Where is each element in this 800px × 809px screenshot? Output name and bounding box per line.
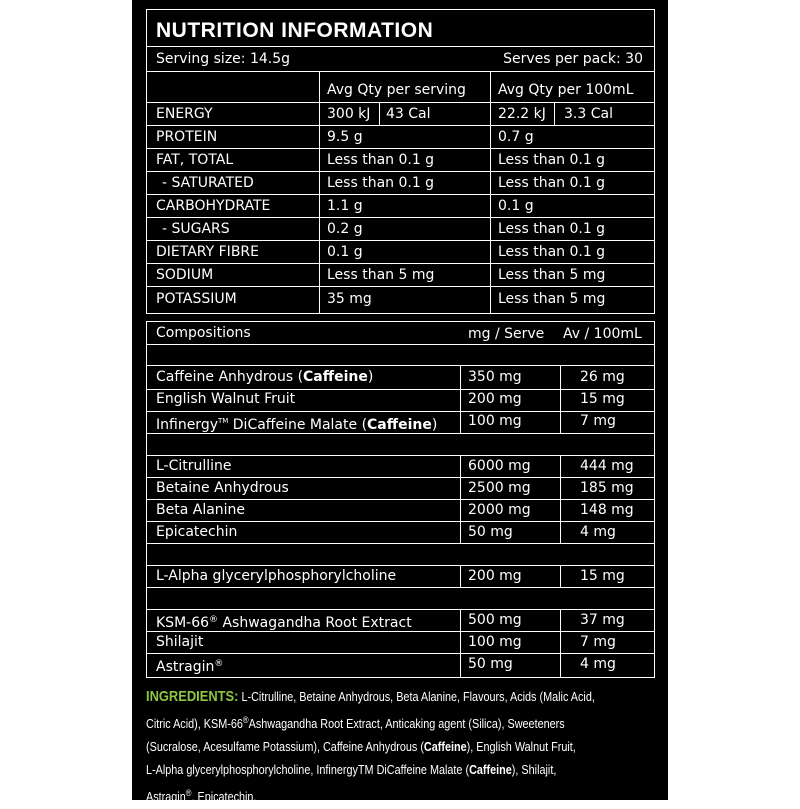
registered-mark: ® bbox=[185, 788, 192, 798]
divider bbox=[146, 217, 655, 218]
ingredient-name: Caffeine Anhydrous (Caffeine) bbox=[156, 369, 374, 385]
column-header-mg-serve: mg / Serve bbox=[468, 326, 545, 342]
ingredients-paragraph bbox=[146, 685, 595, 809]
ingredient-name: L-Citrulline bbox=[156, 458, 232, 474]
serving-size: Serving size: 14.5g bbox=[156, 51, 291, 67]
nutrient-serving: 35 mg bbox=[327, 291, 372, 307]
ingredient-name: L-Alpha glycerylphosphorylcholine bbox=[156, 568, 397, 584]
divider bbox=[146, 389, 655, 390]
nutrient-name: - SATURATED bbox=[162, 175, 254, 191]
divider bbox=[460, 609, 461, 678]
registered-mark: ® bbox=[214, 659, 224, 669]
nutrient-name: POTASSIUM bbox=[156, 291, 237, 307]
ingredient-name: English Walnut Fruit bbox=[156, 391, 296, 407]
nutrient-name: FAT, TOTAL bbox=[156, 152, 234, 168]
energy-serving-cal: 43 Cal bbox=[386, 106, 431, 122]
divider bbox=[146, 499, 655, 500]
ingredient-av-100ml: 7 mg bbox=[580, 634, 616, 650]
ingredient-name: Betaine Anhydrous bbox=[156, 480, 289, 496]
divider bbox=[560, 455, 561, 543]
nutrient-serving: Less than 5 mg bbox=[327, 267, 435, 283]
nutrient-serving: 9.5 g bbox=[327, 129, 363, 145]
nutrient-name: - SUGARS bbox=[162, 221, 230, 237]
ingredient-name: KSM-66® Ashwagandha Root Extract bbox=[156, 615, 412, 631]
ingredient-mg-serve: 500 mg bbox=[468, 612, 522, 628]
divider bbox=[490, 71, 491, 314]
serves-per-pack: Serves per pack: 30 bbox=[503, 51, 643, 67]
nutrient-100ml: Less than 5 mg bbox=[498, 267, 606, 283]
energy-serving-kj: 300 kJ bbox=[327, 106, 371, 122]
divider bbox=[146, 71, 655, 72]
divider bbox=[460, 365, 461, 433]
nutrient-name: SODIUM bbox=[156, 267, 214, 283]
ingredient-av-100ml: 15 mg bbox=[580, 568, 625, 584]
divider bbox=[146, 609, 655, 610]
nutrient-name: ENERGY bbox=[156, 106, 213, 122]
compositions-header: Compositions bbox=[156, 325, 251, 341]
ingredient-mg-serve: 2500 mg bbox=[468, 480, 531, 496]
nutrient-serving: Less than 0.1 g bbox=[327, 175, 435, 191]
ingredient-mg-serve: 200 mg bbox=[468, 568, 522, 584]
ingredient-name: Infinergy™ DiCaffeine Malate (Caffeine) bbox=[156, 417, 438, 433]
ingredients-label: INGREDIENTS: bbox=[146, 688, 239, 705]
trademark-mark: TM bbox=[218, 417, 229, 425]
divider bbox=[554, 102, 555, 125]
ingredient-mg-serve: 100 mg bbox=[468, 413, 522, 429]
ingredients-line: Astragin®, Epicatechin. bbox=[146, 788, 257, 804]
divider bbox=[146, 125, 655, 126]
ingredient-name: Beta Alanine bbox=[156, 502, 246, 518]
divider bbox=[146, 240, 655, 241]
ingredient-name: Epicatechin bbox=[156, 524, 238, 540]
ingredients-line: Citric Acid), KSM-66®Ashwagandha Root Extract, Anticaking agent (Silica), Sweeteners bbox=[146, 715, 565, 731]
ingredient-av-100ml: 4 mg bbox=[580, 656, 616, 672]
divider bbox=[560, 609, 561, 678]
divider bbox=[146, 46, 655, 47]
ingredient-av-100ml: 444 mg bbox=[580, 458, 634, 474]
nutrient-100ml: Less than 5 mg bbox=[498, 291, 606, 307]
ingredient-name: Astragin® bbox=[156, 659, 224, 675]
ingredient-av-100ml: 148 mg bbox=[580, 502, 634, 518]
nutrient-serving: Less than 0.1 g bbox=[327, 152, 435, 168]
nutrient-100ml: Less than 0.1 g bbox=[498, 152, 606, 168]
nutrient-100ml: 0.1 g bbox=[498, 198, 534, 214]
divider bbox=[146, 344, 655, 345]
divider bbox=[146, 171, 655, 172]
nutrient-100ml: Less than 0.1 g bbox=[498, 175, 606, 191]
registered-mark: ® bbox=[242, 715, 249, 725]
divider bbox=[146, 521, 655, 522]
nutrient-serving: 0.1 g bbox=[327, 244, 363, 260]
energy-100ml-kj: 22.2 kJ bbox=[498, 106, 546, 122]
ingredient-mg-serve: 100 mg bbox=[468, 634, 522, 650]
ingredient-mg-serve: 6000 mg bbox=[468, 458, 531, 474]
ingredient-name: Shilajit bbox=[156, 634, 204, 650]
energy-100ml-cal: 3.3 Cal bbox=[564, 106, 613, 122]
divider bbox=[319, 71, 320, 314]
divider bbox=[146, 455, 655, 456]
nutrient-serving: 0.2 g bbox=[327, 221, 363, 237]
nutrient-100ml: Less than 0.1 g bbox=[498, 244, 606, 260]
ingredient-av-100ml: 4 mg bbox=[580, 524, 616, 540]
registered-mark: ® bbox=[209, 615, 219, 625]
ingredient-mg-serve: 200 mg bbox=[468, 391, 522, 407]
ingredients-line: (Sucralose, Acesulfame Potassium), Caffeine Anhydrous (Caffeine), English Walnut Fruit, bbox=[146, 740, 576, 754]
column-header-av-100ml: Av / 100mL bbox=[563, 326, 642, 342]
divider bbox=[146, 565, 655, 566]
nutrient-serving: 1.1 g bbox=[327, 198, 363, 214]
nutrient-100ml: Less than 0.1 g bbox=[498, 221, 606, 237]
nutrient-name: CARBOHYDRATE bbox=[156, 198, 271, 214]
divider bbox=[146, 286, 655, 287]
ingredient-mg-serve: 2000 mg bbox=[468, 502, 531, 518]
ingredient-av-100ml: 26 mg bbox=[580, 369, 625, 385]
divider bbox=[146, 102, 655, 103]
ingredient-av-100ml: 37 mg bbox=[580, 612, 625, 628]
divider bbox=[560, 565, 561, 587]
divider bbox=[146, 263, 655, 264]
divider bbox=[146, 543, 655, 544]
ingredient-mg-serve: 50 mg bbox=[468, 656, 513, 672]
divider bbox=[146, 411, 655, 412]
divider bbox=[146, 194, 655, 195]
ingredient-av-100ml: 15 mg bbox=[580, 391, 625, 407]
nutrient-name: DIETARY FIBRE bbox=[156, 244, 259, 260]
ingredient-av-100ml: 185 mg bbox=[580, 480, 634, 496]
nutrient-name: PROTEIN bbox=[156, 129, 218, 145]
ingredient-mg-serve: 350 mg bbox=[468, 369, 522, 385]
divider bbox=[460, 455, 461, 543]
column-header-serving: Avg Qty per serving bbox=[327, 82, 466, 98]
divider bbox=[146, 365, 655, 366]
ingredients-line: L-Alpha glycerylphosphorylcholine, InfinergyTM DiCaffeine Malate (Caffeine), Shilajit, bbox=[146, 763, 557, 777]
divider bbox=[146, 653, 655, 654]
ingredients-line: INGREDIENTS: L-Citrulline, Betaine Anhydrous, Beta Alanine, Flavours, Acids (Malic Acid, bbox=[146, 688, 595, 705]
ingredient-mg-serve: 50 mg bbox=[468, 524, 513, 540]
nutrient-100ml: 0.7 g bbox=[498, 129, 534, 145]
nutrition-title: NUTRITION INFORMATION bbox=[156, 19, 434, 42]
divider bbox=[146, 148, 655, 149]
column-header-100ml: Avg Qty per 100mL bbox=[498, 82, 634, 98]
ingredient-av-100ml: 7 mg bbox=[580, 413, 616, 429]
divider bbox=[460, 565, 461, 587]
divider bbox=[146, 587, 655, 588]
divider bbox=[146, 477, 655, 478]
divider bbox=[560, 365, 561, 433]
divider bbox=[379, 102, 380, 125]
